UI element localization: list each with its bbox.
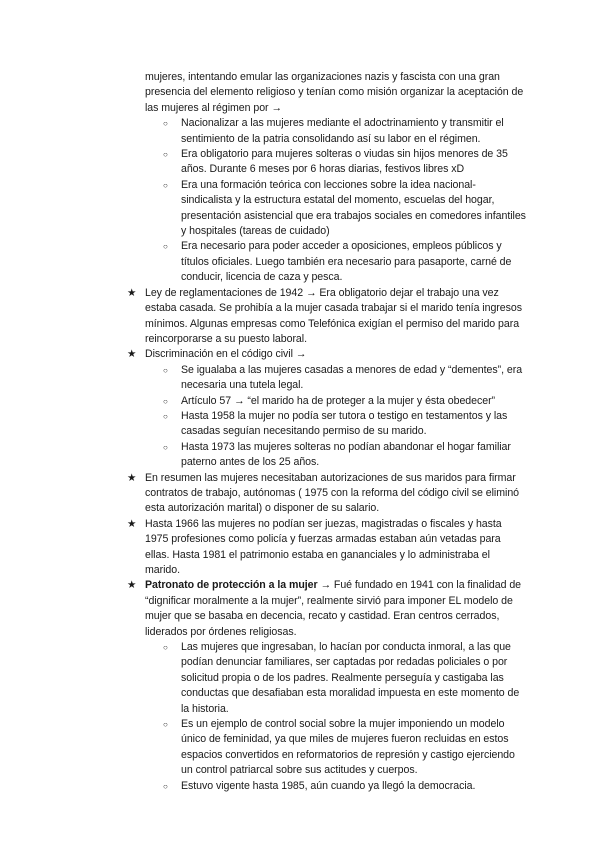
sub-bullet-text: Artículo 57 → “el marido ha de proteger a la mujer y ésta obedecer” — [181, 394, 496, 407]
star-bullet — [127, 517, 527, 579]
star-bullet — [127, 347, 527, 362]
star-bullet-icon: ★ — [127, 471, 137, 484]
circle-bullet-icon: ○ — [163, 150, 168, 160]
circle-bullet-icon: ○ — [163, 643, 168, 653]
sub-bullet-text: Las mujeres que ingresaban, lo hacían por conducta inmoral, a las que podían denunciar familiares, ser captadas por redadas policiales o por solicitud propia o de los padres. Realmente perseguía y castigaba las conductas que desafiaban esta moralidad impuesta en este momento de la historia. — [181, 641, 520, 715]
bullet-text: Discriminación en el código civil → — [145, 348, 307, 361]
document-body — [127, 70, 527, 794]
bullet-text: Ley de reglamentaciones de 1942 → Era obligatorio dejar el trabajo una vez estaba casada. Se prohibía a la mujer casada trabajar si el marido tenía ingresos mínimos. Algunas empresas como Telefónica exigían el permiso del marido para reincorporarse a su puesto laboral. — [145, 286, 522, 345]
circle-bullet-icon: ○ — [163, 365, 168, 375]
bullet-text: → Fué fundado en 1941 con la finalidad de “dignificar moralmente a la mujer”, realmente sirvió para imponer EL modelo de mujer que se basaba en decencia, recato y castidad. Eran centros cerrados, liderados por órdenes religiosas. — [145, 579, 522, 638]
bullet-text: Hasta 1966 las mujeres no podían ser juezas, magistradas o fiscales y hasta 1975 profesiones como policía y fuerzas armadas estaban aún vetadas para ellas. Hasta 1981 el patrimonio estaba en gananciales y lo administraba el marido. — [145, 517, 502, 576]
circle-bullet-icon: ○ — [163, 411, 168, 421]
sub-bullet — [127, 409, 527, 440]
bullet-heading: Patronato de protección a la mujer — [145, 579, 318, 592]
circle-bullet-icon: ○ — [163, 180, 168, 190]
intro-paragraph: mujeres, intentando emular las organizaciones nazis y fascista con una gran presencia del elemento religioso y tenían como misión organizar la aceptación de las mujeres al régimen por → — [145, 71, 524, 114]
bullet-text: En resumen las mujeres necesitaban autorizaciones de sus maridos para firmar contratos de trabajo, autónomas ( 1975 con la reforma del código civil se eliminó esta autorización marital) o disponer de su salario. — [145, 471, 519, 515]
sub-bullet-text: Hasta 1973 las mujeres solteras no podían abandonar el hogar familiar paterno antes de los 25 años. — [181, 440, 511, 469]
star-bullet-icon: ★ — [127, 286, 137, 299]
sub-bullet — [127, 640, 527, 717]
sub-bullet-text: Nacionalizar a las mujeres mediante el adoctrinamiento y transmitir el sentimiento de la patria consolidando así su labor en el régimen. — [181, 117, 504, 145]
star-bullet — [127, 471, 527, 517]
sub-bullet — [127, 363, 527, 394]
circle-bullet-icon: ○ — [163, 119, 168, 129]
circle-bullet-icon: ○ — [163, 242, 168, 252]
star-bullet-icon: ★ — [127, 517, 137, 530]
sub-bullet — [127, 717, 527, 779]
star-bullet-icon: ★ — [127, 579, 137, 592]
circle-bullet-icon: ○ — [163, 396, 168, 406]
sub-bullet-text: Era una formación teórica con lecciones sobre la idea nacional-sindicalista y la estructura estatal del momento, escuelas del hogar, presentación asistencial que era trabajos sociales en comedores infantiles y hospitales (tareas de cuidado) — [181, 178, 526, 238]
sub-bullet-text: Era obligatorio para mujeres solteras o viudas sin hijos menores de 35 años. Durante 6 meses por 6 horas diarias, festivos libres xD — [181, 148, 508, 176]
sub-bullet-text: Estuvo vigente hasta 1985, aún cuando ya llegó la democracia. — [181, 779, 476, 792]
sub-bullet-text: Es un ejemplo de control social sobre la mujer imponiendo un modelo único de feminidad, ya que miles de mujeres fueron recluidas en estos espacios convertidos en reformatorios de represión y castigo ejerciendo un control patriarcal sobre sus actitudes y cuerpos. — [181, 718, 515, 777]
sub-bullet-text: Se igualaba a las mujeres casadas a menores de edad y “dementes”, era necesaria una tutela legal. — [181, 363, 523, 392]
circle-bullet-icon: ○ — [163, 720, 168, 730]
sub-bullet — [127, 239, 527, 285]
star-bullet — [127, 578, 527, 640]
star-bullet — [127, 286, 527, 348]
sub-bullet — [127, 147, 527, 178]
sub-bullet — [127, 394, 527, 409]
star-bullet-icon: ★ — [127, 348, 137, 361]
sub-bullet — [127, 178, 527, 240]
sub-bullet-text: Hasta 1958 la mujer no podía ser tutora o testigo en testamentos y las casadas seguían necesitando permiso de su marido. — [181, 409, 508, 438]
sub-bullet — [127, 116, 527, 147]
sub-bullet-text: Era necesario para poder acceder a oposiciones, empleos públicos y títulos oficiales. Luego también era necesario para pasaporte, carné de conducir, licencia de caza y pesca. — [181, 240, 512, 284]
circle-bullet-icon: ○ — [163, 442, 168, 452]
sub-bullet — [127, 440, 527, 471]
sub-bullet — [127, 779, 527, 794]
circle-bullet-icon: ○ — [163, 781, 168, 791]
